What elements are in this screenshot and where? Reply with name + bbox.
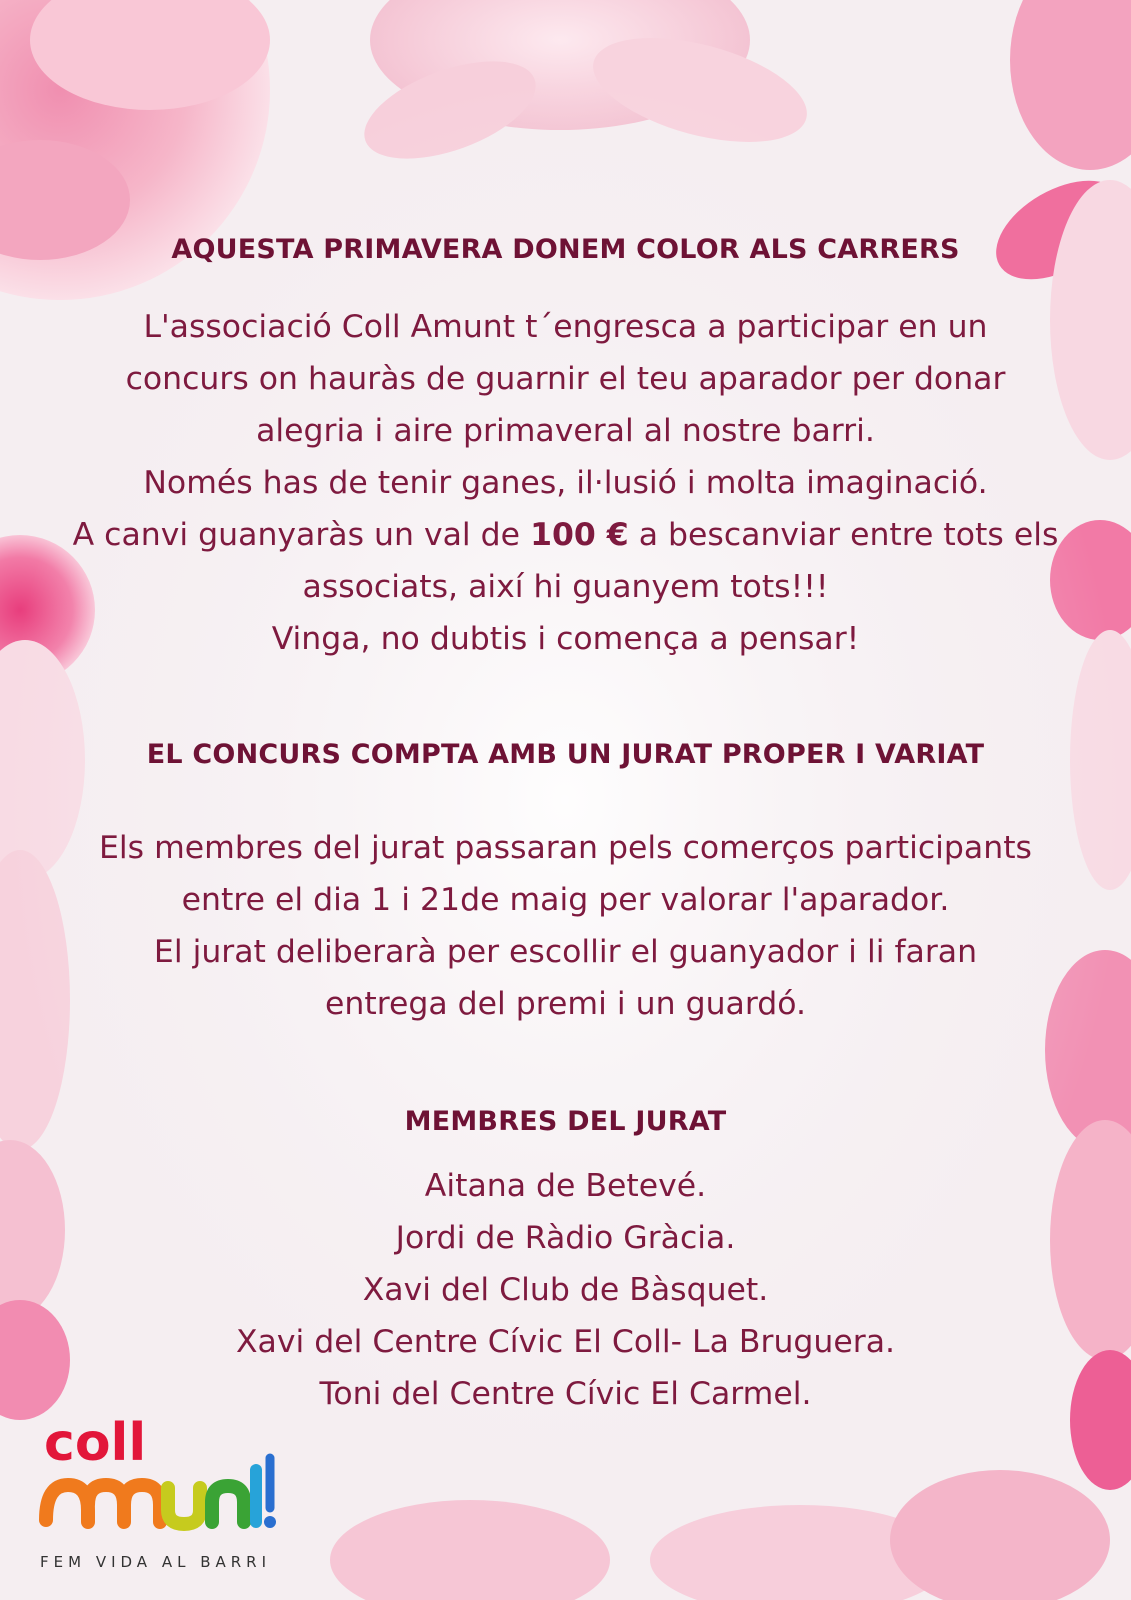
- jury-member: Aitana de Betevé.: [424, 1168, 707, 1204]
- text-line: El jurat deliberarà per escollir el guanyador i li faran: [153, 934, 978, 970]
- section1-heading: AQUESTA PRIMAVERA DONEM COLOR ALS CARRERS: [171, 234, 960, 265]
- text-line: concurs on hauràs de guarnir el teu aparador per donar: [125, 361, 1006, 397]
- logo-word-coll: coll: [44, 1413, 147, 1473]
- prize-line: [20, 509, 1111, 561]
- section2-heading: EL CONCURS COMPTA AMB UN JURAT PROPER I VARIAT: [146, 739, 985, 770]
- section1-text: [20, 301, 1111, 665]
- text-line: Els membres del jurat passaran pels comerços participants: [99, 830, 1032, 866]
- text-line: alegria i aire primaveral al nostre barri.: [256, 413, 875, 449]
- prize-amount: 100 €: [530, 517, 629, 553]
- logo-tagline: FEM VIDA AL BARRI: [40, 1553, 272, 1571]
- text-line: entrega del premi i un guardó.: [325, 986, 806, 1022]
- coll-amunt-logo: [38, 1410, 278, 1560]
- jury-member: Toni del Centre Cívic El Carmel.: [319, 1376, 812, 1412]
- jury-member: Xavi del Centre Cívic El Coll- La Bruguera.: [235, 1324, 896, 1360]
- prize-text-before: A canvi guanyaràs un val de: [72, 517, 531, 553]
- jury-member: Xavi del Club de Bàsquet.: [362, 1272, 769, 1308]
- section3-heading: MEMBRES DEL JURAT: [404, 1106, 727, 1137]
- text-line: Només has de tenir ganes, il·lusió i molta imaginació.: [143, 465, 988, 501]
- prize-text-after: a bescanviar entre tots els: [628, 517, 1059, 553]
- section2-text: [20, 822, 1111, 1030]
- text-line: Vinga, no dubtis i comença a pensar!: [271, 621, 860, 657]
- text-line: associats, així hi guanyem tots!!!: [302, 569, 829, 605]
- jury-members-list: [20, 1160, 1111, 1420]
- text-line: L'associació Coll Amunt t´engresca a participar en un: [143, 309, 988, 345]
- jury-member: Jordi de Ràdio Gràcia.: [395, 1220, 736, 1256]
- text-line: entre el dia 1 i 21de maig per valorar l'aparador.: [181, 882, 950, 918]
